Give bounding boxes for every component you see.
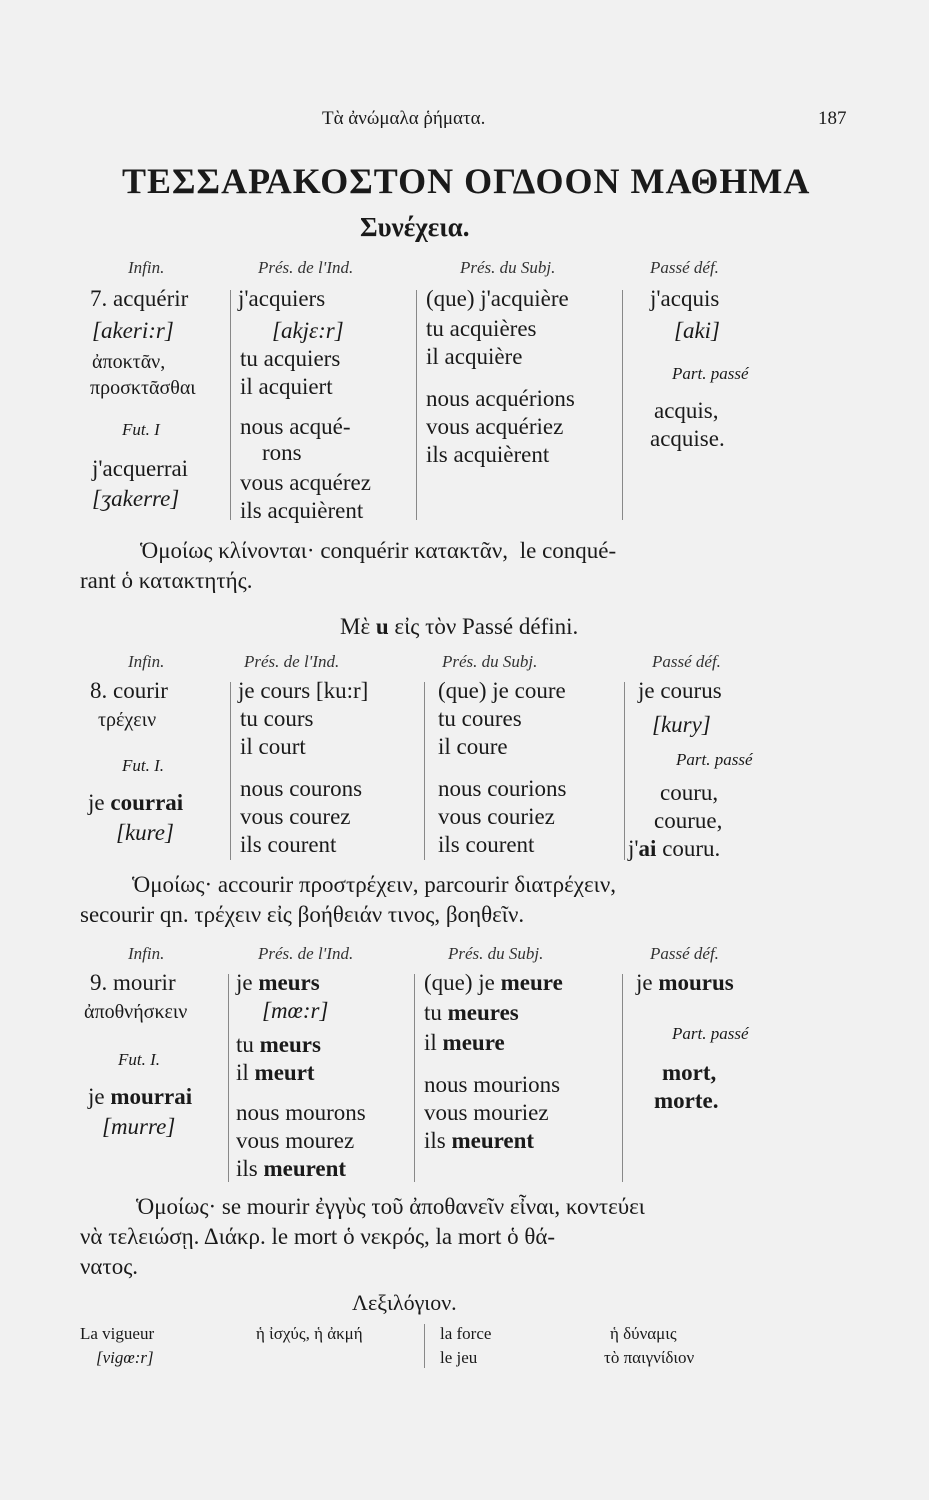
col-header-passe-def: Passé déf. — [650, 944, 719, 963]
participle-form: acquis, — [654, 398, 719, 423]
subjunctive-form: vous mouriez — [424, 1100, 549, 1125]
section-heading: Μὲ u εἰς τὸν Passé défini. — [340, 614, 579, 639]
subjunctive-form: tu meures — [424, 1000, 519, 1025]
participle-label: Part. passé — [676, 750, 753, 769]
future-label: Fut. I — [122, 420, 160, 439]
participle-form: mort, — [662, 1060, 717, 1085]
subjunctive-form: vous couriez — [438, 804, 555, 829]
greek-gloss: προσκτᾶσθαι — [90, 377, 196, 399]
col-header-pres-subj: Prés. du Subj. — [448, 944, 544, 963]
subjunctive-form: (que) je meure — [424, 970, 563, 995]
lexicon-french: la force — [440, 1324, 492, 1343]
lexicon-french: le jeu — [440, 1348, 478, 1367]
indicative-form: tu cours — [240, 706, 314, 731]
indicative-form: vous acquérez — [240, 470, 371, 495]
column-rule — [424, 682, 425, 860]
future-form: je courrai — [88, 790, 184, 815]
future-form: j'acquerrai — [92, 456, 189, 481]
indicative-form: il acquiert — [240, 374, 333, 399]
indicative-form: j'acquiers — [238, 286, 326, 311]
passe-defini-pronunciation: [aki] — [674, 318, 720, 343]
indicative-form: ils courent — [240, 832, 337, 857]
passe-defini-pronunciation: [kury] — [652, 712, 711, 737]
infinitive: 9. mourir — [90, 970, 176, 995]
passe-defini-form: je courus — [638, 678, 722, 703]
lexicon-title: Λεξιλόγιον. — [352, 1290, 457, 1315]
subjunctive-form: nous mourions — [424, 1072, 561, 1097]
page-number: 187 — [818, 108, 847, 129]
lexicon-french: La vigueur — [80, 1324, 155, 1343]
column-rule — [622, 974, 623, 1182]
column-rule — [230, 290, 231, 520]
participle-form: acquise. — [650, 426, 725, 451]
future-pronunciation: [kure] — [116, 820, 174, 845]
indicative-form: vous courez — [240, 804, 351, 829]
subjunctive-form: ils meurent — [424, 1128, 535, 1153]
future-label: Fut. I. — [118, 1050, 161, 1069]
subjunctive-form: il meure — [424, 1030, 505, 1055]
col-header-pres-subj: Prés. du Subj. — [460, 258, 556, 277]
col-header-pres-subj: Prés. du Subj. — [442, 652, 538, 671]
subjunctive-form: il coure — [438, 734, 508, 759]
subjunctive-form: tu coures — [438, 706, 522, 731]
lesson-title: ΤΕΣΣΑΡΑΚΟΣΤΟΝ ΟΓΔΟΟΝ ΜΑΘΗΜΑ — [122, 161, 811, 201]
infinitive-pronunciation: [akeri:r] — [92, 318, 174, 343]
column-rule — [624, 682, 625, 860]
lesson-subtitle: Συνέχεια. — [360, 212, 470, 242]
indicative-form: vous mourez — [236, 1128, 355, 1153]
col-header-passe-def: Passé déf. — [650, 258, 719, 277]
lexicon-pronunciation: [vigœ:r] — [96, 1348, 154, 1367]
indicative-form: tu meurs — [236, 1032, 321, 1057]
future-label: Fut. I. — [122, 756, 165, 775]
indicative-pronunciation: [akjɛ:r] — [272, 318, 344, 343]
indicative-form: nous acqué- — [240, 414, 351, 439]
participle-form: couru, — [660, 780, 719, 805]
lexicon-greek: ἡ δύναμις — [610, 1324, 677, 1343]
indicative-form: il meurt — [236, 1060, 315, 1085]
future-form: je mourrai — [88, 1084, 193, 1109]
subjunctive-form: tu acquières — [426, 316, 537, 341]
subjunctive-form: (que) je coure — [438, 678, 566, 703]
future-pronunciation: [ʒakerre] — [92, 486, 180, 511]
indicative-form: tu acquiers — [240, 346, 341, 371]
indicative-form: il court — [240, 734, 306, 759]
passe-defini-form: je mourus — [636, 970, 734, 995]
column-rule — [424, 1324, 425, 1368]
column-rule — [414, 974, 415, 1182]
lexicon-greek: ἡ ἰσχύς, ἡ ἀκμή — [256, 1324, 363, 1343]
column-rule — [230, 682, 231, 860]
note-line: Ὁμοίως· se mourir ἐγγὺς τοῦ ἀποθανεῖν εἶναι, κοντεύει — [136, 1194, 645, 1219]
participle-form: courue, — [654, 808, 723, 833]
note-line: νατος. — [80, 1254, 139, 1279]
indicative-form: nous courons — [240, 776, 363, 801]
infinitive: 7. acquérir — [90, 286, 189, 311]
participle-form: j'ai couru. — [628, 836, 721, 861]
note-line: Ὁμοίως· accourir προστρέχειν, parcourir διατρέχειν, — [132, 872, 617, 897]
indicative-form: ils acquièrent — [240, 498, 364, 523]
col-header-infin: Infin. — [128, 258, 165, 277]
subjunctive-form: ils acquièrent — [426, 442, 550, 467]
subjunctive-form: il acquière — [426, 344, 523, 369]
lexicon-greek: τὸ παιγνίδιον — [604, 1348, 695, 1367]
participle-label: Part. passé — [672, 1024, 749, 1043]
participle-form: morte. — [654, 1088, 719, 1113]
infinitive: 8. courir — [90, 678, 168, 703]
col-header-pres-ind: Prés. de l'Ind. — [244, 652, 340, 671]
greek-gloss: ἀποθνήσκειν — [84, 1001, 188, 1023]
running-title: Τὰ ἀνώμαλα ῥήματα. — [322, 108, 486, 129]
indicative-form: rons — [262, 440, 302, 465]
future-pronunciation: [murre] — [102, 1114, 176, 1139]
indicative-form: je cours [ku:r] — [238, 678, 369, 703]
col-header-passe-def: Passé déf. — [652, 652, 721, 671]
participle-label: Part. passé — [672, 364, 749, 383]
subjunctive-form: vous acquériez — [426, 414, 564, 439]
indicative-pronunciation: [mœ:r] — [262, 998, 329, 1023]
indicative-form: je meurs — [236, 970, 320, 995]
subjunctive-form: nous acquérions — [426, 386, 575, 411]
passe-defini-form: j'acquis — [650, 286, 720, 311]
indicative-form: nous mourons — [236, 1100, 366, 1125]
indicative-form: ils meurent — [236, 1156, 347, 1181]
column-rule — [622, 290, 623, 520]
col-header-infin: Infin. — [128, 652, 165, 671]
note-line: secourir qn. τρέχειν εἰς βοήθειάν τινος, βοηθεῖν. — [80, 902, 525, 927]
column-rule — [228, 974, 229, 1182]
subjunctive-form: ils courent — [438, 832, 535, 857]
col-header-infin: Infin. — [128, 944, 165, 963]
subjunctive-form: (que) j'acquière — [426, 286, 569, 311]
greek-gloss: τρέχειν — [98, 709, 157, 731]
note-line: νὰ τελειώσῃ. Διάκρ. le mort ὁ νεκρός, la mort ὁ θά- — [80, 1224, 556, 1249]
greek-gloss: ἀποκτᾶν, — [92, 351, 166, 373]
note-line: rant ὁ κατακτητής. — [80, 568, 253, 593]
note-line: Ὁμοίως κλίνονται· conquérir κατακτᾶν, le conqué- — [140, 538, 617, 563]
column-rule — [416, 290, 417, 520]
col-header-pres-ind: Prés. de l'Ind. — [258, 944, 354, 963]
col-header-pres-ind: Prés. de l'Ind. — [258, 258, 354, 277]
subjunctive-form: nous courions — [438, 776, 567, 801]
